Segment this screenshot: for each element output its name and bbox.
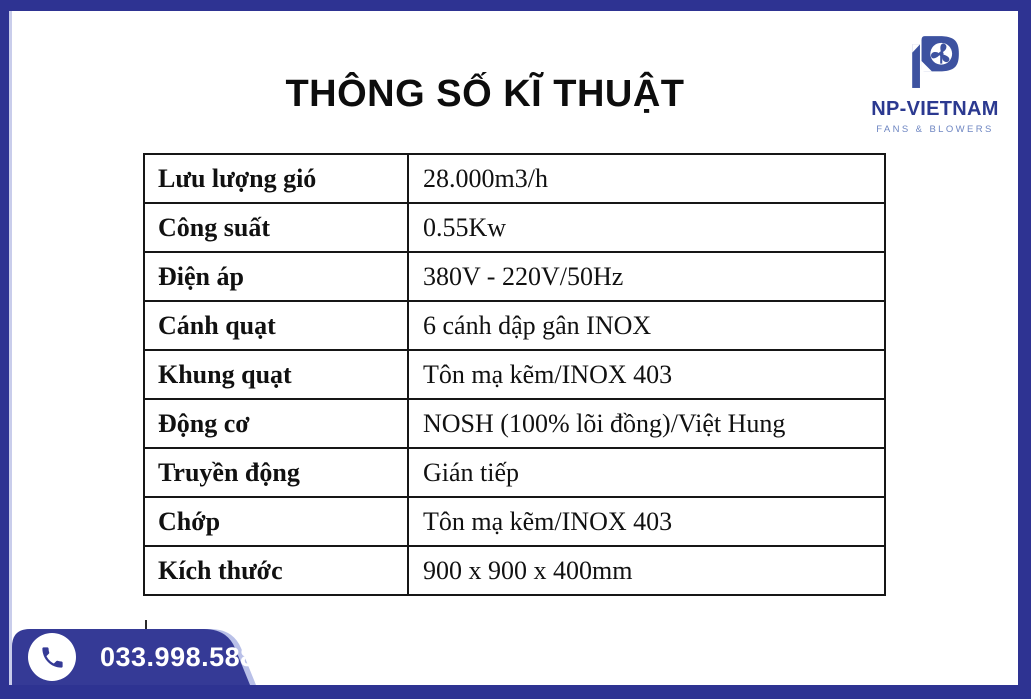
table-row bbox=[144, 203, 885, 252]
spec-label: Chớp bbox=[144, 497, 408, 546]
spec-label: Động cơ bbox=[144, 399, 408, 448]
spec-value: 0.55Kw bbox=[408, 203, 885, 252]
logo-name: NP-VIETNAM bbox=[871, 98, 999, 120]
spec-label: Cánh quạt bbox=[144, 301, 408, 350]
spec-table bbox=[143, 153, 886, 596]
spec-label: Điện áp bbox=[144, 252, 408, 301]
spec-label: Công suất bbox=[144, 203, 408, 252]
phone-badge[interactable] bbox=[12, 629, 272, 685]
table-row bbox=[144, 252, 885, 301]
content-area bbox=[9, 11, 1018, 685]
spec-label: Truyền động bbox=[144, 448, 408, 497]
company-logo bbox=[862, 33, 1008, 135]
page-title: THÔNG SỐ KĨ THUẬT bbox=[285, 73, 685, 115]
spec-value: 900 x 900 x 400mm bbox=[408, 546, 885, 595]
spec-value: Gián tiếp bbox=[408, 448, 885, 497]
phone-number: 033.998.5885 bbox=[100, 641, 272, 672]
table-row bbox=[144, 399, 885, 448]
spec-label: Lưu lượng gió bbox=[144, 154, 408, 203]
logo-tagline: FANS & BLOWERS bbox=[876, 124, 994, 135]
table-row bbox=[144, 448, 885, 497]
table-row bbox=[144, 154, 885, 203]
table-row bbox=[144, 497, 885, 546]
spec-value: Tôn mạ kẽm/INOX 403 bbox=[408, 350, 885, 399]
spec-value: 380V - 220V/50Hz bbox=[408, 252, 885, 301]
phone-badge-content bbox=[12, 629, 271, 685]
spec-value: 6 cánh dập gân INOX bbox=[408, 301, 885, 350]
spec-label: Khung quạt bbox=[144, 350, 408, 399]
table-row bbox=[144, 301, 885, 350]
spec-value: Tôn mạ kẽm/INOX 403 bbox=[408, 497, 885, 546]
np-fan-monogram-icon bbox=[909, 33, 961, 89]
table-row bbox=[144, 350, 885, 399]
phone-icon bbox=[28, 633, 76, 681]
table-row bbox=[144, 546, 885, 595]
spec-value: NOSH (100% lõi đồng)/Việt Hung bbox=[408, 399, 885, 448]
spec-value: 28.000m3/h bbox=[408, 154, 885, 203]
spec-label: Kích thước bbox=[144, 546, 408, 595]
